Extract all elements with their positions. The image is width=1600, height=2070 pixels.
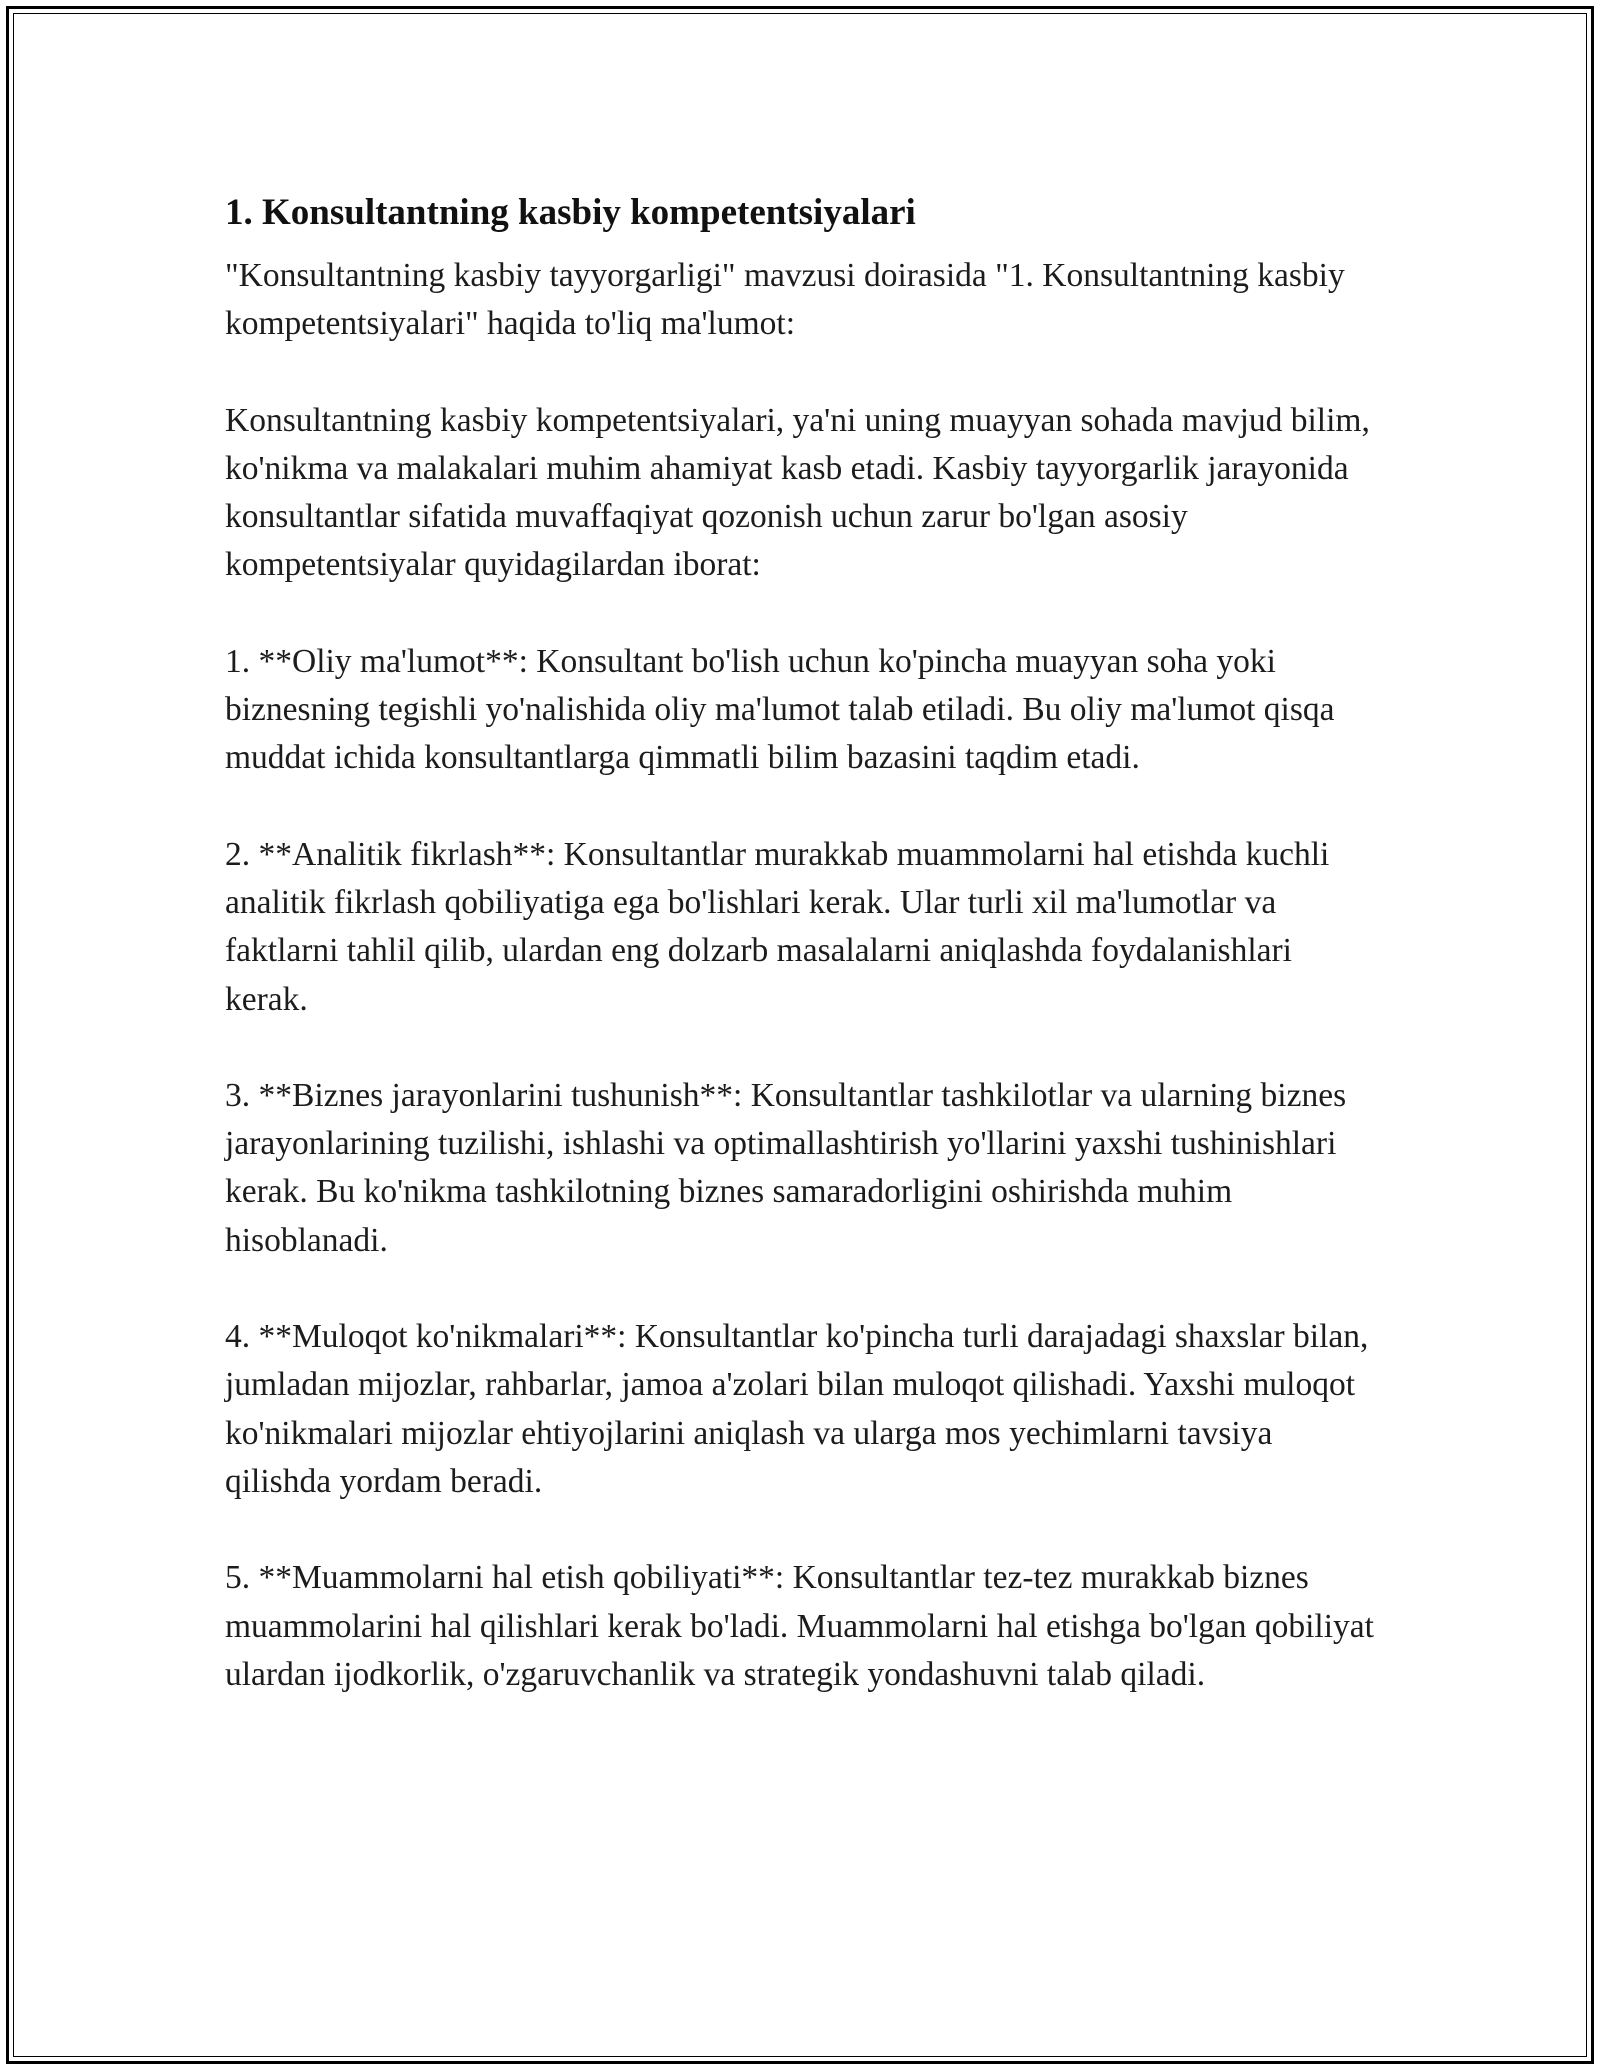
list-item-muloqot: 4. **Muloqot ko'nikmalari**: Konsultantlar ko'pincha turli darajadagi shaxslar bilan, jumladan mijozlar, rahbarlar, jamoa a'zolari bilan muloqot qilishadi. Yaxshi muloqot ko'nikmalari mijozlar ehtiyojlarini aniqlash va ularga mos yechimlarni tavsiya qilishda yordam beradi. — [225, 1318, 1369, 1500]
document-body — [225, 186, 1375, 1699]
list-item-analitik-fikrlash: 2. **Analitik fikrlash**: Konsultantlar murakkab muammolarni hal etishda kuchli analitik fikrlash qobiliyatiga ega bo'lishlari kerak. Ular turli xil ma'lumotlar va faktlarni tahlil qilib, ulardan eng dolzarb masalalarni aniqlashda foydalanishlari kerak. — [225, 835, 1330, 1018]
intro-paragraph: "Konsultantning kasbiy tayyorgarligi" mavzusi doirasida "1. Konsultantning kasbiy kompetentsiyalari" haqida to'liq ma'lumot: — [225, 257, 1345, 343]
document-title: 1. Konsultantning kasbiy kompetentsiyalari — [225, 192, 916, 233]
list-item-oliy-malumot: 1. **Oliy ma'lumot**: Konsultant bo'lish uchun ko'pincha muayyan soha yoki biznesning tegishli yo'nalishida oliy ma'lumot talab etiladi. Bu oliy ma'lumot qisqa muddat ichida konsultantlarga qimmatli bilim bazasini taqdim etadi. — [225, 642, 1335, 777]
overview-paragraph: Konsultantning kasbiy kompetentsiyalari, ya'ni uning muayyan sohada mavjud bilim, ko'nikma va malakalari muhim ahamiyat kasb etadi. Kasbiy tayyorgarlik jarayonida konsultantlar sifatida muvaffaqiyat qozonish uchun zarur bo'lgan asosiy kompetentsiyalar quyidagilardan iborat: — [225, 401, 1370, 584]
list-item-muammolarni-hal-etish: 5. **Muammolarni hal etish qobiliyati**: Konsultantlar tez-tez murakkab biznes muammolarini hal qilishlari kerak bo'ladi. Muammolarni hal etishga bo'lgan qobiliyat ulardan ijodkorlik, o'zgaruvchanlik va strategik yondashuvni talab qiladi. — [225, 1559, 1374, 1693]
list-item-biznes-jarayonlari: 3. **Biznes jarayonlarini tushunish**: Konsultantlar tashkilotlar va ularning biznes jarayonlarining tuzilishi, ishlashi va optimallashtirish yo'llarini yaxshi tushinishlari kerak. Bu ko'nikma tashkilotning biznes samaradorligini oshirishda muhim hisoblanadi. — [225, 1076, 1347, 1259]
